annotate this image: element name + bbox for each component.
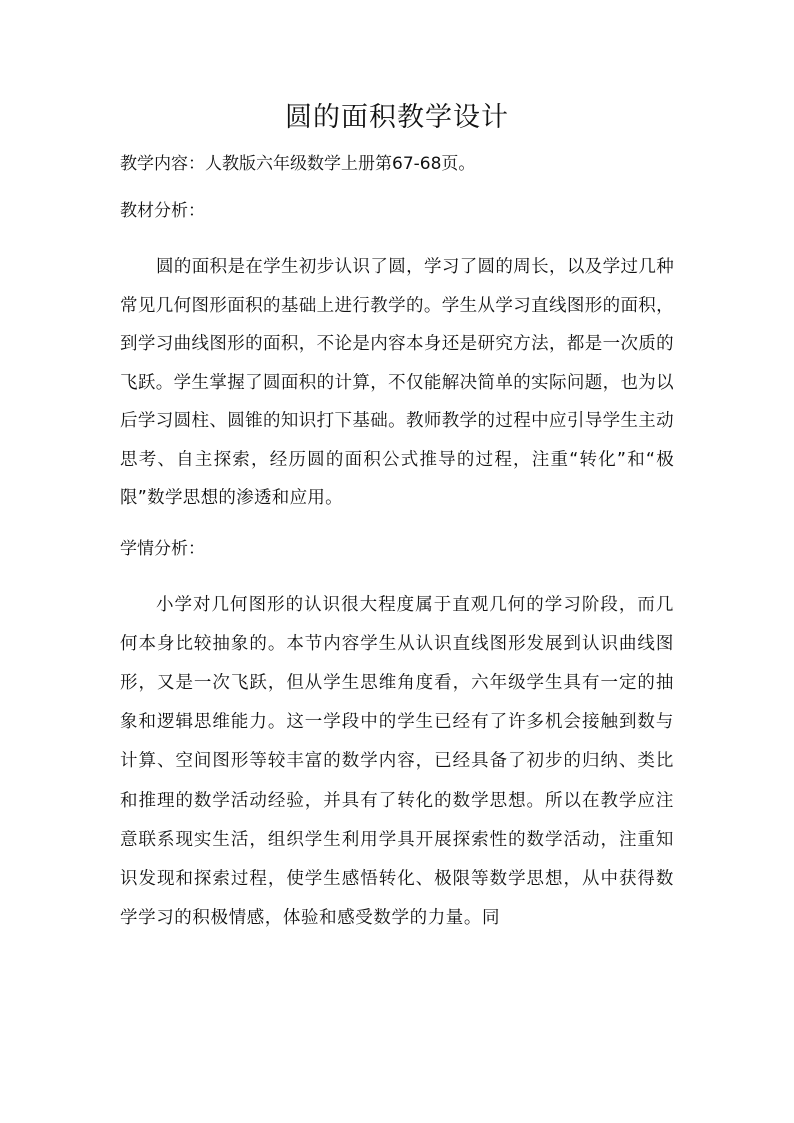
page-title: 圆的面积教学设计 xyxy=(285,102,509,133)
teaching-content-line xyxy=(120,151,674,177)
student-analysis-paragraph: 小学对几何图形的认识很大程度属于直观几何的学习阶段，而几何本身比较抽象的。本节内容学生从认识直线图形发展到认识曲线图形，又是一次飞跃，但从学生思维角度看，六年级学生具有一定的抽象和逻辑思维能力。这一学段中的学生已经有了许多机会接触到数与计算、空间图形等较丰富的数学内容，已经具备了初步的归纳、类比和推理的数学活动经验，并具有了转化的数学思想。所以在教学应注意联系现实生活，组织学生利用学具开展探索性的数学活动，注重知识发现和探索过程，使学生感悟转化、极限等数学思想，从中获得数学学习的积极情感，体验和感受数学的力量。同 xyxy=(120,594,674,929)
material-analysis-heading: 教材分析： xyxy=(120,201,205,221)
material-analysis-paragraph: 圆的面积是在学生初步认识了圆，学习了圆的周长，以及学过几种常见几何图形面积的基础上进行教学的。学生从学习直线图形的面积，到学习曲线图形的面积，不论是内容本身还是研究方法，都是一次质的飞跃。学生掌握了圆面积的计算，不仅能解决简单的实际问题，也为以后学习圆柱、圆锥的知识打下基础。教师教学的过程中应引导学生主动思考、自主探索，经历圆的面积公式推导的过程，注重“转化”和“极限”数学思想的渗透和应用。 xyxy=(120,257,674,508)
teaching-content-label: 教学内容： xyxy=(120,154,205,174)
student-analysis-heading: 学情分析： xyxy=(120,538,205,559)
teaching-content-value: 人教版六年级数学上册第67-68页。 xyxy=(205,154,476,174)
